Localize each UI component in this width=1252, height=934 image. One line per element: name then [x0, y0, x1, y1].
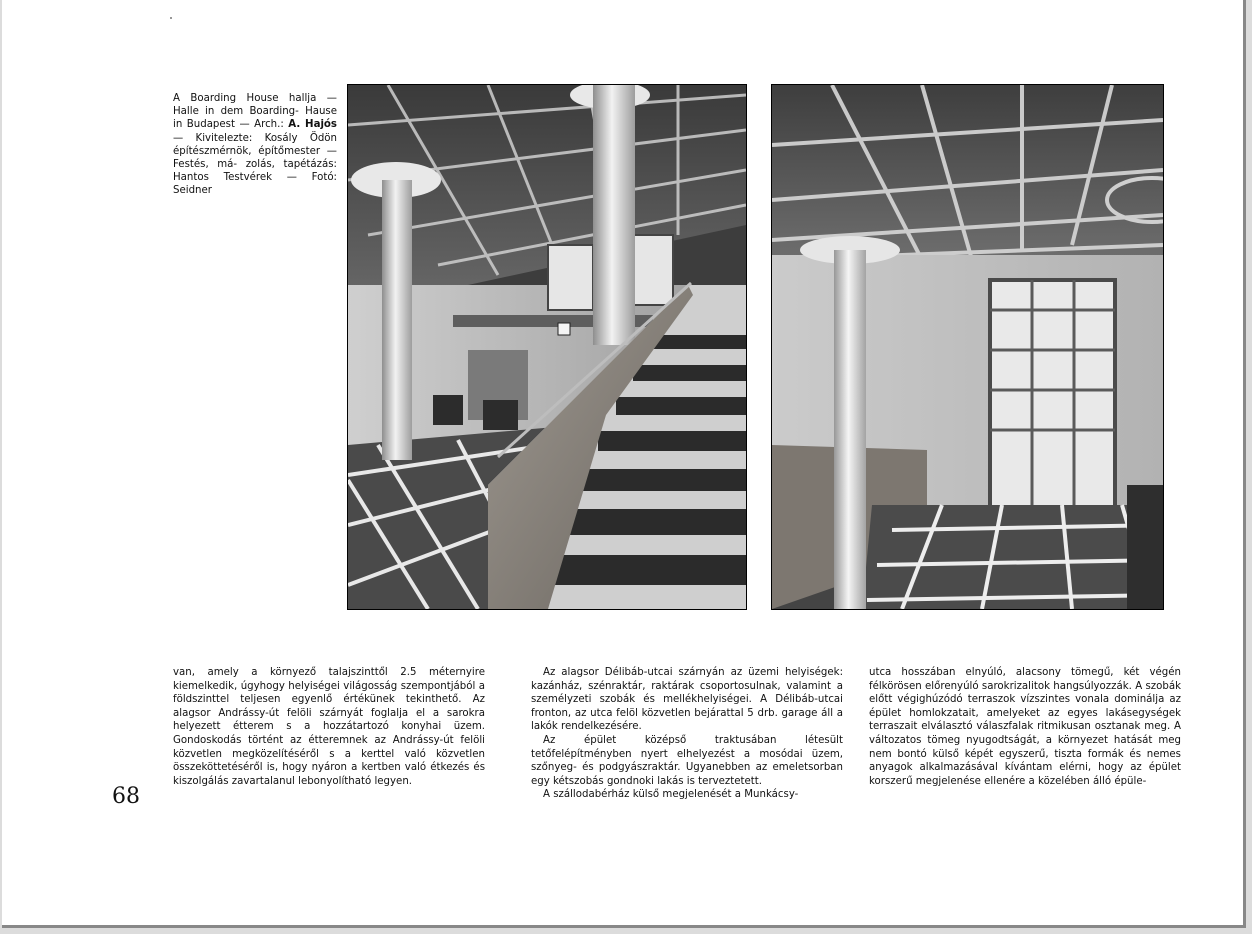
- text-column-2: [531, 666, 843, 802]
- photo-lobby-staircase-image: [348, 85, 746, 609]
- caption-line: — Kivitelezte:: [173, 132, 253, 144]
- caption-line: Hause in Budapest — Arch.:: [173, 106, 337, 131]
- caption-line: zolás, tapétázás: Hantos: [173, 159, 337, 184]
- paragraph: Az alagsor Délibáb-utcai szárnyán az üzemi helyiségek: kazánház, szénraktár, raktárak csoportosulnak, valamint a személyzeti szobák és mellékhelyiségei. A Délibáb-utcai fronton, az utca felöl közvetlen bejárattal 5 drb. garage áll a lakók rendelkezésére.: [531, 667, 843, 733]
- paragraph: Az épület középső traktusában létesült tetőfelépítményben nyert elhelyezést a mosódai üzem, szőnyeg- és podgyászraktár. Ugyanebben az emeletsorban egy kétszobás gondnoki lakás is terveztetett.: [531, 734, 843, 787]
- page-number: 68: [112, 784, 140, 809]
- caption-architect: A. Hajós: [288, 119, 337, 131]
- paragraph: van, amely a környező talajszinttől 2.5 méternyire kiemelkedik, úgyhogy helyiségei világosság szempontjából a földszinttel teljesen egyenlő értékünek tekinthető. Az alagsor Andrássy-út felöli szárnyát foglalja el a sarokra helyezett étterem s a hozzátartozó konyhai üzem. Gondoskodás történt az étteremnek az Andrássy-út felöli közvetlen megközelítéséről s a kerttel való közvetlen összeköttetéséről is, hogy nyáron a kertben való étkezés és kiszolgálás zavartalanul lebonyolítható legyen.: [173, 667, 485, 787]
- paragraph: A szállodabérház külső megjelenését a Munkácsy-: [543, 789, 799, 801]
- caption-line: A Boarding House hallja —: [173, 93, 337, 104]
- photo-entrance-hall: [771, 84, 1164, 610]
- text-column-1: [173, 666, 485, 788]
- photo-entrance-hall-image: [772, 85, 1163, 609]
- photo-caption: [173, 92, 337, 198]
- photo-lobby-staircase: [347, 84, 747, 610]
- caption-line: Testvérek — Fotó: Seidner: [173, 172, 337, 197]
- paragraph: utca hosszában elnyúló, alacsony tömegű, két végén félkörösen előrenyúló sarokrizalitok hangsúlyozzák. A szobák előtt végighúzódó terraszok vízszintes vonala dominálja az épület homlokzatait, amelyeket az egyes lakásegységek terraszait elválasztó válaszfalak ritmikusan osztanak meg. A változatos tömeg nyugodtságát, a környezet hatását meg nem bontó külső képét egyszerű, tiszta formák és nemes anyagok alkalmazásával kívántam elérni, hogy az épület korszerű megjelenése ellenére a közelében álló épüle-: [869, 667, 1181, 787]
- caption-line: építőmester — Festés, má-: [173, 145, 337, 171]
- caption-line: Kosály Ödön építészmérnök,: [173, 132, 337, 157]
- caption-line: Halle in dem Boarding-: [173, 106, 299, 118]
- text-column-3: [869, 666, 1181, 788]
- scan-speck: [170, 17, 172, 19]
- magazine-page: [2, 0, 1246, 928]
